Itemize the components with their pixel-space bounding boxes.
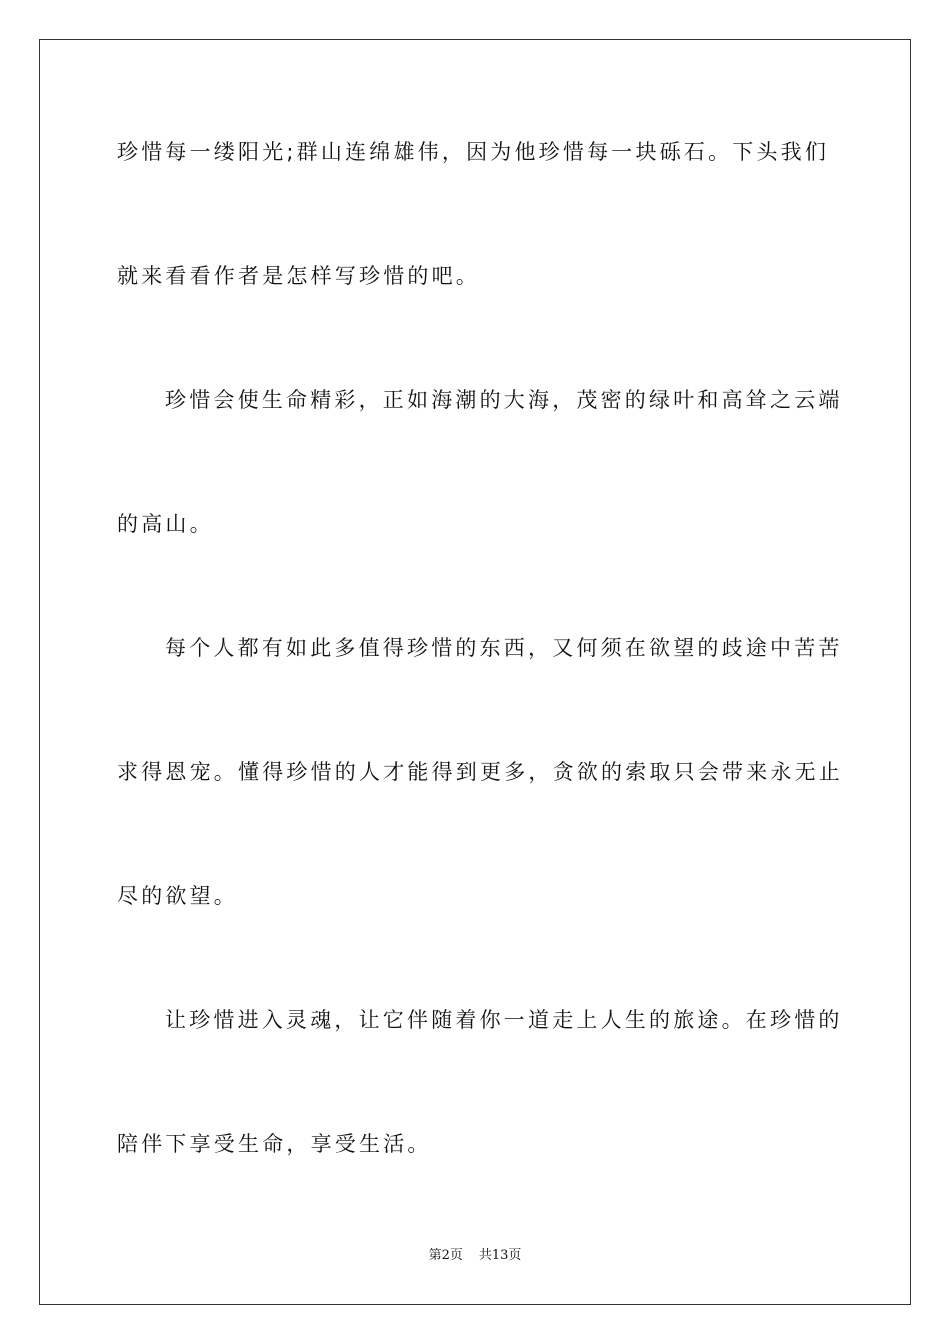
- page-number: 第2页: [428, 1248, 463, 1263]
- paragraph-line: 的高山。: [117, 512, 214, 536]
- paragraph-line: 尽的欲望。: [117, 884, 238, 908]
- page-footer: [0, 1248, 950, 1264]
- paragraph-line: 陪伴下享受生命，享受生活。: [117, 1132, 432, 1156]
- paragraph-line: 珍惜会使生命精彩，正如海潮的大海，茂密的绿叶和高耸之云端: [165, 388, 843, 412]
- page-border: [39, 39, 911, 1305]
- paragraph-line: 珍惜每一缕阳光;群山连绵雄伟，因为他珍惜每一块砾石。下头我们: [117, 140, 830, 164]
- paragraph-line: 让珍惜进入灵魂，让它伴随着你一道走上人生的旅途。在珍惜的: [165, 1008, 843, 1032]
- paragraph-line: 每个人都有如此多值得珍惜的东西，又何须在欲望的歧途中苦苦: [165, 636, 843, 660]
- paragraph-line: 就来看看作者是怎样写珍惜的吧。: [117, 264, 480, 288]
- page-total: 共13页: [478, 1248, 522, 1263]
- paragraph-line: 求得恩宠。懂得珍惜的人才能得到更多，贪欲的索取只会带来永无止: [117, 760, 843, 784]
